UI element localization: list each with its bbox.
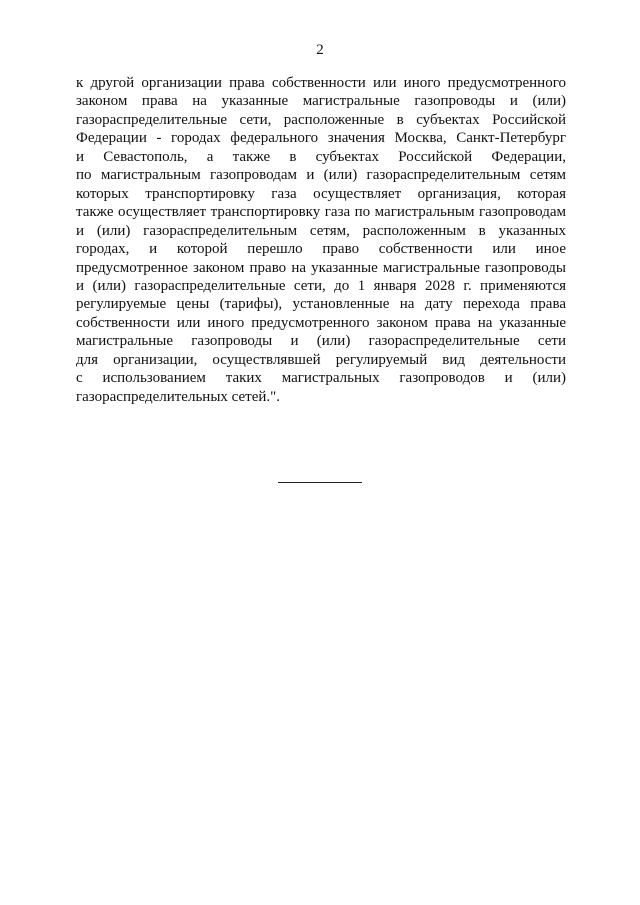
body-paragraph bbox=[76, 74, 566, 406]
text-line: предусмотренное законом право на указанные магистральные газопроводы bbox=[76, 259, 566, 276]
text-line: для организации, осуществлявшей регулируемый вид деятельности bbox=[76, 351, 566, 368]
text-line: и Севастополь, а также в субъектах Российской Федерации, bbox=[76, 148, 566, 165]
text-line: с использованием таких магистральных газопроводов и (или) bbox=[76, 370, 566, 387]
text-line: также осуществляет транспортировку газа по магистральным газопроводам bbox=[76, 204, 566, 221]
end-of-document-rule bbox=[278, 482, 362, 483]
text-line: Федерации - городах федерального значения Москва, Санкт-Петербург bbox=[76, 130, 566, 147]
text-line: регулируемые цены (тарифы), установленные на дату перехода права bbox=[76, 296, 566, 313]
text-line: собственности или иного предусмотренного законом права на указанные bbox=[76, 314, 566, 331]
page-number: 2 bbox=[316, 42, 324, 58]
text-line: газораспределительных сетей.". bbox=[76, 388, 281, 405]
text-line: и (или) газораспределительные сети, до 1 января 2028 г. применяются bbox=[76, 277, 566, 294]
text-line: и (или) газораспределительным сетям, расположенным в указанных bbox=[76, 222, 566, 239]
text-line: к другой организации права собственности или иного предусмотренного bbox=[76, 75, 566, 91]
text-line: по магистральным газопроводам и (или) газораспределительным сетям bbox=[76, 167, 566, 184]
text-line: которых транспортировку газа осуществляет организация, которая bbox=[76, 185, 566, 202]
text-line: газораспределительные сети, расположенные в субъектах Российской bbox=[76, 111, 566, 128]
text-line: законом права на указанные магистральные газопроводы и (или) bbox=[76, 93, 566, 110]
text-line: городах, и которой перешло право собственности или иное bbox=[76, 241, 566, 258]
text-line: магистральные газопроводы и (или) газораспределительные сети bbox=[76, 333, 566, 350]
